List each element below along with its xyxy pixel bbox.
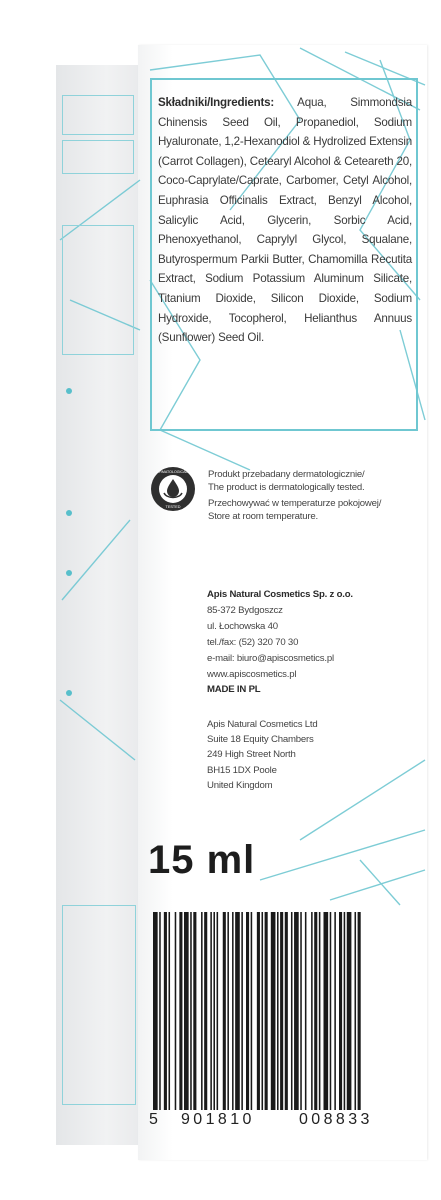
barcode-bar (241, 912, 243, 1110)
barcode-bar (251, 912, 253, 1110)
barcode-bar (159, 912, 161, 1110)
manufacturer-uk (207, 717, 422, 793)
barcode-first-digit: 5 (149, 1111, 162, 1128)
barcode-bar (319, 912, 321, 1110)
ingredients-block (158, 93, 412, 348)
barcode-bar (344, 912, 346, 1110)
barcode-bar (204, 912, 207, 1110)
barcode-bar (305, 912, 307, 1110)
barcode-bar (235, 912, 240, 1110)
barcode-bar (330, 912, 332, 1110)
barcode-bar (257, 912, 260, 1110)
company-name-uk: Apis Natural Cosmetics Ltd (207, 719, 318, 730)
barcode-right-group: 008833 (299, 1111, 373, 1128)
badge-ring-bottom-text: TESTED (165, 505, 181, 509)
barcode-bar (314, 912, 317, 1110)
storage-note-pl: Przechowywać w temperaturze pokojowej/ (208, 498, 382, 510)
barcode-bar (175, 912, 177, 1110)
barcode-bar (294, 912, 299, 1110)
barcode-bar (164, 912, 167, 1110)
barcode-bar (201, 912, 203, 1110)
storage-note-en: Store at room temperature. (208, 510, 318, 522)
company-postcode: BH15 1DX Poole (207, 764, 277, 776)
barcode-bar (280, 912, 283, 1110)
barcode-bar (246, 912, 249, 1110)
side-tagline-box (62, 140, 134, 174)
side-description-box (62, 225, 134, 355)
barcode-bar (311, 912, 313, 1110)
barcode-bar (193, 912, 196, 1110)
barcode-bar (190, 912, 192, 1110)
barcode-bar (169, 912, 171, 1110)
barcode-left-group: 901810 (181, 1111, 255, 1128)
barcode-bar (358, 912, 361, 1110)
tested-note-pl: Produkt przebadany dermatologicznie/ (208, 469, 365, 480)
made-in-label: MADE IN PL (207, 684, 261, 696)
ingredients-list: Aqua, Simmondsia Chinensis Seed Oil, Propanediol, Sodium Hyaluronate, 1,2-Hexanodiol & Hydrolized Extensin (Carrot Collagen), Cetearyl Alcohol & Ceteareth 20, Coco-Caprylate/Caprate, Carbomer, Cetyl Alcohol, Euphrasia Officinalis Extract, Benzyl Alcohol, Salicylic Acid, Glycerin, Sorbic Acid, Phenoxyethanol, Caprylyl Glycol, Squalane, Butyrospermum Parkii Butter, Chamomilla Recutita Extract, Sodium Potassium Aluminum Silicate, Titanium Dioxide, Silicon Dioxide, Sodium Hydroxide, Tocopherol, Helianthus Annuus (Sunflower) Seed Oil. (158, 96, 412, 345)
volume-label: 15 ml (148, 838, 256, 882)
barcode-bar (265, 912, 268, 1110)
barcode-bar (210, 912, 212, 1110)
barcode-bar (184, 912, 189, 1110)
barcode-bar (179, 912, 182, 1110)
barcode-digits (147, 1111, 417, 1135)
barcode-bar (153, 912, 158, 1110)
barcode-bar (271, 912, 276, 1110)
company-street-uk: 249 High Street North (207, 749, 296, 761)
barcode-bar (262, 912, 264, 1110)
company-city: 85-372 Bydgoszcz (207, 604, 283, 616)
company-website: www.apiscosmetics.pl (207, 668, 297, 680)
barcode (147, 912, 417, 1110)
barcode-bar (223, 912, 226, 1110)
side-bullet-2 (66, 510, 72, 516)
company-street: ul. Łochowska 40 (207, 620, 278, 632)
barcode-bar (355, 912, 357, 1110)
dermatologically-tested-icon (150, 466, 196, 512)
side-bullet-1 (66, 388, 72, 394)
side-lower-box (62, 905, 136, 1105)
barcode-bar (300, 912, 302, 1110)
manufacturer-pl (207, 587, 422, 698)
badge-ring-top-text: DERMATOLOGICALLY (154, 470, 192, 475)
barcode-bar (277, 912, 279, 1110)
barcode-bar (232, 912, 234, 1110)
company-country: United Kingdom (207, 779, 273, 791)
barcode-bar (324, 912, 329, 1110)
barcode-bar (339, 912, 342, 1110)
side-logo-box (62, 95, 134, 135)
side-bullet-3 (66, 570, 72, 576)
barcode-bar (334, 912, 336, 1110)
barcode-bar (347, 912, 352, 1110)
company-phone: tel./fax: (52) 320 70 30 (207, 636, 299, 648)
barcode-bar (227, 912, 229, 1110)
barcode-bar (217, 912, 219, 1110)
company-name-pl: Apis Natural Cosmetics Sp. z o.o. (207, 589, 353, 600)
company-suite: Suite 18 Equity Chambers (207, 734, 314, 746)
ingredients-heading: Składniki/Ingredients: (158, 96, 275, 109)
barcode-bar (213, 912, 215, 1110)
barcode-bar (285, 912, 288, 1110)
company-email: e-mail: biuro@apiscosmetics.pl (207, 652, 334, 664)
barcode-bar (291, 912, 293, 1110)
tested-note-en: The product is dermatologically tested. (208, 481, 365, 493)
product-notes (208, 469, 423, 523)
side-bullet-4 (66, 690, 72, 696)
